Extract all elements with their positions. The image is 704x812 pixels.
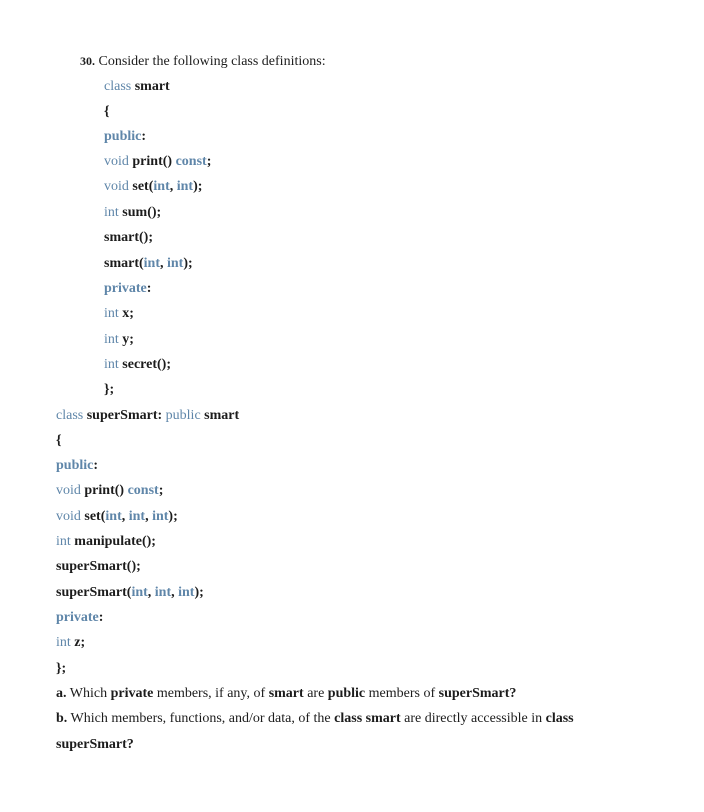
open-brace: { bbox=[104, 104, 110, 119]
type-void: void bbox=[104, 179, 129, 194]
keyword-const: const bbox=[127, 483, 159, 498]
type-int: int bbox=[104, 332, 119, 347]
code-line-y bbox=[104, 331, 134, 349]
base-class-smart: smart bbox=[204, 408, 240, 423]
subquestion-a bbox=[56, 685, 516, 703]
code-line-close-brace bbox=[56, 660, 66, 678]
param-int: int bbox=[105, 509, 122, 524]
close-brace: }; bbox=[104, 382, 115, 397]
text: Which members, functions, and/or data, of the bbox=[67, 711, 335, 726]
code-line-ctor-params bbox=[104, 255, 193, 273]
code-line-public bbox=[56, 457, 98, 475]
call-parens: (); bbox=[139, 230, 153, 245]
semicolon: ; bbox=[158, 483, 164, 498]
ctor-smart: smart bbox=[104, 230, 139, 245]
code-line-set bbox=[104, 178, 202, 196]
class-name-supersmart: superSmart bbox=[86, 408, 158, 423]
code-line-ctor-params bbox=[56, 584, 204, 602]
param-int: int bbox=[131, 585, 148, 600]
emphasis: superSmart? bbox=[438, 686, 517, 701]
call-parens: (); bbox=[147, 205, 162, 220]
param-int: int bbox=[153, 179, 170, 194]
keyword-private: private bbox=[56, 610, 99, 625]
param-int: int bbox=[176, 179, 194, 194]
code-line-class-smart bbox=[104, 78, 170, 96]
call-parens: (); bbox=[126, 559, 141, 574]
field-x: x; bbox=[122, 306, 134, 321]
type-void: void bbox=[56, 483, 81, 498]
class-name-smart: smart bbox=[134, 79, 170, 94]
close-call: ); bbox=[194, 585, 204, 600]
open-brace: { bbox=[56, 433, 62, 448]
type-void: void bbox=[104, 154, 129, 169]
text: are directly accessible in bbox=[400, 711, 546, 726]
close-brace: }; bbox=[56, 661, 67, 676]
text: Which bbox=[66, 686, 111, 701]
subquestion-b-label: b. bbox=[56, 711, 68, 726]
type-int: int bbox=[104, 205, 119, 220]
keyword-public: public bbox=[104, 129, 142, 144]
question-header bbox=[80, 52, 326, 71]
text: members, if any, of bbox=[153, 686, 269, 701]
code-line-ctor-default bbox=[56, 558, 141, 576]
code-line-private bbox=[56, 609, 103, 627]
comma: , bbox=[121, 509, 129, 524]
question-intro: Consider the following class definitions: bbox=[98, 54, 326, 69]
keyword-const: const bbox=[175, 154, 207, 169]
code-line-class-supersmart bbox=[56, 407, 239, 425]
code-line-open-brace bbox=[56, 432, 62, 450]
keyword-class: class bbox=[56, 408, 84, 423]
method-sum: sum bbox=[122, 205, 148, 220]
code-line-set bbox=[56, 508, 178, 526]
type-int: int bbox=[56, 534, 71, 549]
param-int: int bbox=[178, 585, 195, 600]
emphasis: superSmart? bbox=[56, 737, 134, 752]
emphasis: private bbox=[110, 686, 154, 701]
code-line-secret bbox=[104, 356, 171, 374]
code-line-print bbox=[104, 153, 211, 171]
param-int: int bbox=[154, 585, 172, 600]
code-line-close-brace bbox=[104, 381, 114, 399]
type-void: void bbox=[56, 509, 81, 524]
type-int: int bbox=[104, 306, 119, 321]
field-y: y; bbox=[122, 332, 134, 347]
emphasis: smart bbox=[268, 686, 304, 701]
method-manipulate: manipulate bbox=[74, 534, 142, 549]
keyword-class: class bbox=[104, 79, 132, 94]
keyword-private: private bbox=[104, 281, 147, 296]
method-secret: secret bbox=[122, 357, 157, 372]
base-separator: : bbox=[157, 408, 166, 423]
call-parens: () bbox=[162, 154, 176, 169]
keyword-public: public bbox=[165, 408, 201, 423]
method-print: print bbox=[84, 483, 115, 498]
param-int: int bbox=[143, 256, 160, 271]
type-int: int bbox=[56, 635, 71, 650]
call-parens: () bbox=[114, 483, 128, 498]
code-line-sum bbox=[104, 204, 161, 222]
text: members of bbox=[365, 686, 439, 701]
code-line-z bbox=[56, 634, 85, 652]
method-set: set( bbox=[84, 509, 106, 524]
emphasis: public bbox=[327, 686, 366, 701]
field-z: z; bbox=[74, 635, 86, 650]
code-line-private bbox=[104, 280, 151, 298]
comma: , bbox=[160, 256, 167, 271]
colon: : bbox=[93, 458, 99, 473]
keyword-public: public bbox=[56, 458, 94, 473]
colon: : bbox=[146, 281, 152, 296]
colon: : bbox=[98, 610, 104, 625]
method-set: set( bbox=[132, 179, 154, 194]
call-parens: (); bbox=[157, 357, 171, 372]
subquestion-b-continued bbox=[56, 736, 134, 754]
param-int: int bbox=[128, 509, 146, 524]
code-line-print bbox=[56, 482, 163, 500]
close-call: ); bbox=[193, 179, 203, 194]
subquestion-b bbox=[56, 710, 574, 728]
ctor-supersmart: superSmart bbox=[56, 559, 127, 574]
comma: , bbox=[147, 585, 155, 600]
close-call: ); bbox=[168, 509, 178, 524]
close-call: ); bbox=[183, 256, 193, 271]
type-int: int bbox=[104, 357, 119, 372]
code-line-public bbox=[104, 128, 146, 146]
code-line-x bbox=[104, 305, 134, 323]
emphasis: class smart bbox=[334, 711, 401, 726]
method-print: print bbox=[132, 154, 163, 169]
colon: : bbox=[141, 129, 147, 144]
comma: , bbox=[171, 585, 179, 600]
ctor-smart-params: smart( bbox=[104, 256, 144, 271]
code-line-manipulate bbox=[56, 533, 156, 551]
param-int: int bbox=[167, 256, 184, 271]
emphasis: class bbox=[545, 711, 574, 726]
comma: , bbox=[145, 509, 153, 524]
text: are bbox=[303, 686, 328, 701]
code-line-open-brace bbox=[104, 103, 110, 121]
param-int: int bbox=[152, 509, 169, 524]
semicolon: ; bbox=[206, 154, 212, 169]
ctor-supersmart-params: superSmart( bbox=[56, 585, 132, 600]
comma: , bbox=[169, 179, 177, 194]
call-parens: (); bbox=[141, 534, 156, 549]
question-number: 30. bbox=[80, 54, 95, 68]
code-line-ctor-default bbox=[104, 229, 153, 247]
subquestion-a-label: a. bbox=[56, 686, 67, 701]
